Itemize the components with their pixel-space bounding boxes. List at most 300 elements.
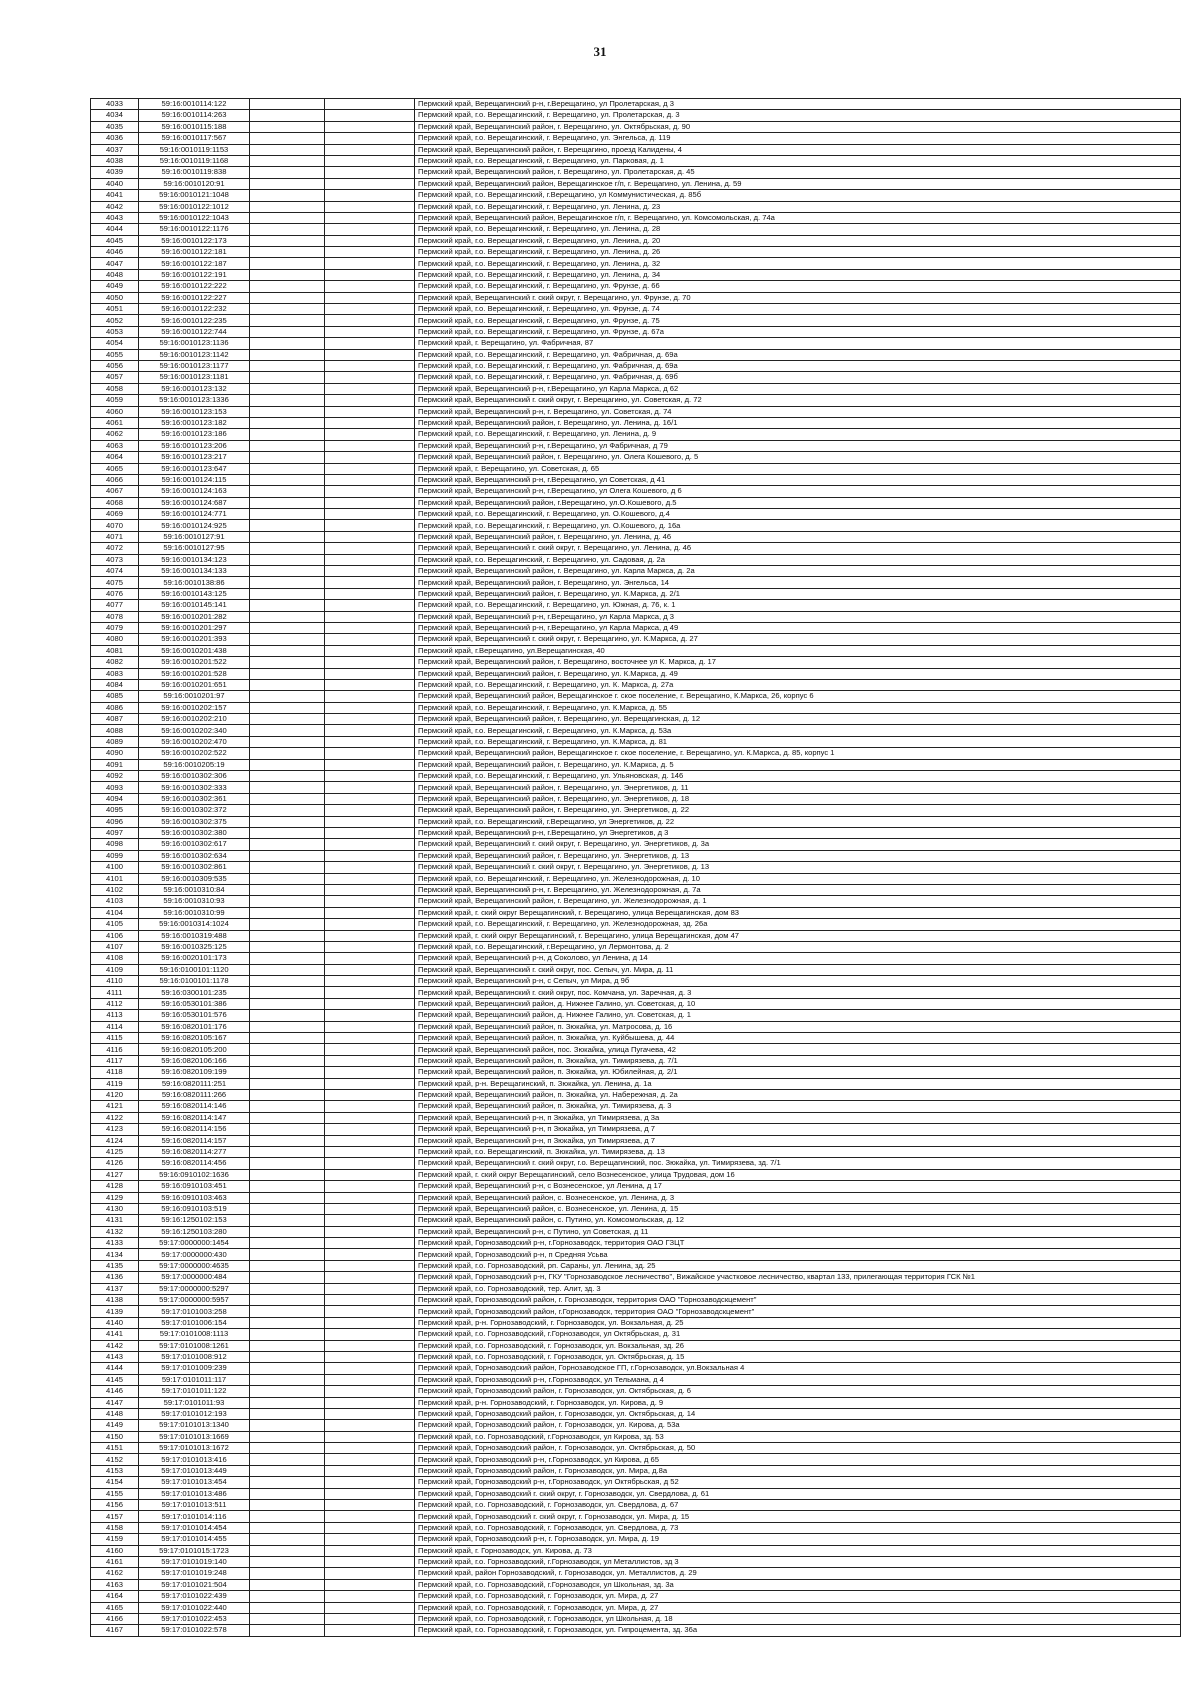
empty-cell	[250, 566, 325, 577]
row-number-cell: 4111	[91, 987, 139, 998]
table-row	[91, 1386, 1181, 1397]
address-cell: Пермский край, г.о. Верещагинский, г. Верещагино, ул. Фрунзе, д. 67а	[415, 326, 1181, 337]
table-row	[91, 1260, 1181, 1271]
empty-cell	[250, 1420, 325, 1431]
empty-cell	[250, 862, 325, 873]
row-number-cell: 4113	[91, 1010, 139, 1021]
empty-cell	[325, 224, 415, 235]
table-row	[91, 1010, 1181, 1021]
row-number-cell: 4079	[91, 622, 139, 633]
cadastral-number-cell: 59:16:0820111:251	[139, 1078, 250, 1089]
table-row	[91, 1329, 1181, 1340]
empty-cell	[250, 1454, 325, 1465]
address-cell: Пермский край, г.о. Верещагинский, г. Верещагино, ул. Ленина, д. 9	[415, 429, 1181, 440]
address-cell: Пермский край, Горнозаводский район, Горнозаводское ГП, г.Горнозаводск, ул.Вокзальная 4	[415, 1363, 1181, 1374]
cadastral-number-cell: 59:17:0101022:453	[139, 1613, 250, 1624]
cadastral-number-cell: 59:16:0010123:1136	[139, 338, 250, 349]
row-number-cell: 4088	[91, 725, 139, 736]
row-number-cell: 4140	[91, 1317, 139, 1328]
table-row	[91, 1215, 1181, 1226]
address-cell: Пермский край, г.о. Верещагинский, г.Верещагино, ул Энергетиков, д. 22	[415, 816, 1181, 827]
table-row	[91, 622, 1181, 633]
table-row	[91, 964, 1181, 975]
empty-cell	[325, 349, 415, 360]
table-row	[91, 1055, 1181, 1066]
empty-cell	[250, 1386, 325, 1397]
row-number-cell: 4083	[91, 668, 139, 679]
address-cell: Пермский край, Верещагинский район, г. Верещагино, ул. Карла Маркса, д. 2а	[415, 566, 1181, 577]
address-cell: Пермский край, г. ский округ Верещагинский, г. Верещагино, улица Верещагинская, дом 83	[415, 907, 1181, 918]
address-cell: Пермский край, район Горнозаводский, г. Горнозаводск, ул. Металлистов, д. 29	[415, 1568, 1181, 1579]
cadastral-number-cell: 59:16:0010302:372	[139, 805, 250, 816]
table-row	[91, 816, 1181, 827]
empty-cell	[325, 884, 415, 895]
empty-cell	[250, 247, 325, 258]
row-number-cell: 4063	[91, 440, 139, 451]
address-cell: Пермский край, Верещагинский р-н, г.Верещагино, ул Энергетиков, д 3	[415, 828, 1181, 839]
table-row	[91, 566, 1181, 577]
table-row	[91, 1067, 1181, 1078]
address-cell: Пермский край, г.о. Верещагинский, г. Верещагино, ул. Ленина, д. 34	[415, 269, 1181, 280]
cadastral-number-cell: 59:17:0101013:454	[139, 1477, 250, 1488]
empty-cell	[250, 1021, 325, 1032]
table-row	[91, 1203, 1181, 1214]
address-cell: Пермский край, г.о. Горнозаводский, г. Горнозаводск, ул. Мира, д. 27	[415, 1602, 1181, 1613]
row-number-cell: 4157	[91, 1511, 139, 1522]
empty-cell	[325, 452, 415, 463]
empty-cell	[325, 1044, 415, 1055]
empty-cell	[250, 1135, 325, 1146]
address-cell: Пермский край, г.о. Верещагинский, г. Верещагино, ул. Ленина, д. 28	[415, 224, 1181, 235]
table-row	[91, 1351, 1181, 1362]
table-row	[91, 577, 1181, 588]
table-row	[91, 292, 1181, 303]
empty-cell	[250, 964, 325, 975]
address-cell: Пермский край, Верещагинский р-н, п Зюкайка, ул Тимирязева, д 7	[415, 1124, 1181, 1135]
empty-cell	[250, 1625, 325, 1636]
empty-cell	[325, 429, 415, 440]
row-number-cell: 4150	[91, 1431, 139, 1442]
empty-cell	[250, 645, 325, 656]
table-row	[91, 1397, 1181, 1408]
cadastral-number-cell: 59:17:0101015:1723	[139, 1545, 250, 1556]
row-number-cell: 4054	[91, 338, 139, 349]
empty-cell	[250, 224, 325, 235]
cadastral-number-cell: 59:17:0101022:440	[139, 1602, 250, 1613]
address-cell: Пермский край, Верещагинский район, Верещагинское г/п, г. Верещагино, ул. Комсомольская, д. 74а	[415, 212, 1181, 223]
empty-cell	[325, 1408, 415, 1419]
row-number-cell: 4062	[91, 429, 139, 440]
cadastral-number-cell: 59:16:0910102:1636	[139, 1169, 250, 1180]
address-cell: Пермский край, Верещагинский район, д. Нижнее Галино, ул. Советская, д. 10	[415, 998, 1181, 1009]
empty-cell	[250, 372, 325, 383]
empty-cell	[250, 1295, 325, 1306]
row-number-cell: 4134	[91, 1249, 139, 1260]
table-row	[91, 304, 1181, 315]
table-row	[91, 1557, 1181, 1568]
address-cell: Пермский край, г.о. Горнозаводский, г. Горнозаводск, ул. Октябрьская, д. 15	[415, 1351, 1181, 1362]
row-number-cell: 4084	[91, 679, 139, 690]
table-row	[91, 736, 1181, 747]
table-row	[91, 1408, 1181, 1419]
empty-cell	[325, 1386, 415, 1397]
address-cell: Пермский край, Горнозаводский р-н, г.Горнозаводск, ул Октябрьская, д 52	[415, 1477, 1181, 1488]
empty-cell	[325, 144, 415, 155]
row-number-cell: 4075	[91, 577, 139, 588]
empty-cell	[325, 338, 415, 349]
cadastral-number-cell: 59:16:0010302:861	[139, 862, 250, 873]
address-cell: Пермский край, г.о. Горнозаводский, г.Горнозаводск, ул Октябрьская, д. 31	[415, 1329, 1181, 1340]
empty-cell	[250, 474, 325, 485]
row-number-cell: 4056	[91, 360, 139, 371]
cadastral-number-cell: 59:17:0101013:486	[139, 1488, 250, 1499]
table-row	[91, 1420, 1181, 1431]
cadastral-number-cell: 59:16:0910103:519	[139, 1203, 250, 1214]
empty-cell	[325, 463, 415, 474]
table-row	[91, 1374, 1181, 1385]
empty-cell	[325, 1557, 415, 1568]
address-cell: Пермский край, г.о. Верещагинский, г. Верещагино, ул. Парковая, д. 1	[415, 155, 1181, 166]
empty-cell	[325, 1363, 415, 1374]
empty-cell	[250, 702, 325, 713]
row-number-cell: 4121	[91, 1101, 139, 1112]
address-cell: Пермский край, г. Верещагино, ул. Советская, д. 65	[415, 463, 1181, 474]
row-number-cell: 4050	[91, 292, 139, 303]
empty-cell	[325, 976, 415, 987]
table-row	[91, 691, 1181, 702]
row-number-cell: 4053	[91, 326, 139, 337]
empty-cell	[250, 452, 325, 463]
table-row	[91, 178, 1181, 189]
empty-cell	[325, 634, 415, 645]
empty-cell	[250, 782, 325, 793]
empty-cell	[325, 360, 415, 371]
empty-cell	[250, 1089, 325, 1100]
address-cell: Пермский край, Горнозаводский р-н, г. Горнозаводск, ул. Мира, д. 19	[415, 1534, 1181, 1545]
cadastral-number-cell: 59:16:0300101:235	[139, 987, 250, 998]
address-cell: Пермский край, г.о. Верещагинский, г. Верещагино, ул. О.Кошевого, д. 16а	[415, 520, 1181, 531]
address-cell: Пермский край, Верещагинский район, Верещагинское г. ское поселение, г. Верещагино, К.Маркса, 26, корпус 6	[415, 691, 1181, 702]
row-number-cell: 4055	[91, 349, 139, 360]
cadastral-number-cell: 59:16:0010124:771	[139, 509, 250, 520]
empty-cell	[250, 793, 325, 804]
empty-cell	[250, 1374, 325, 1385]
table-row	[91, 1545, 1181, 1556]
cadastral-number-cell: 59:16:0010134:133	[139, 566, 250, 577]
table-row	[91, 1249, 1181, 1260]
empty-cell	[325, 1249, 415, 1260]
cadastral-number-cell: 59:17:0101008:912	[139, 1351, 250, 1362]
table-row	[91, 406, 1181, 417]
empty-cell	[250, 338, 325, 349]
empty-cell	[250, 1215, 325, 1226]
empty-cell	[250, 736, 325, 747]
address-cell: Пермский край, г.о. Горнозаводский, г.Горнозаводск, ул Кирова, зд. 53	[415, 1431, 1181, 1442]
cadastral-number-cell: 59:16:0010114:122	[139, 99, 250, 110]
table-row	[91, 212, 1181, 223]
cadastral-number-cell: 59:16:0010122:181	[139, 247, 250, 258]
row-number-cell: 4116	[91, 1044, 139, 1055]
row-number-cell: 4074	[91, 566, 139, 577]
address-cell: Пермский край, Горнозаводский р-н, ГКУ "Горнозаводское лесничество", Вижайское участковое лесничество, квартал 133, прилегающая территория ГСК №1	[415, 1272, 1181, 1283]
address-cell: Пермский край, Верещагинский район, д. Нижнее Галино, ул. Советская, д. 1	[415, 1010, 1181, 1021]
empty-cell	[250, 1306, 325, 1317]
table-row	[91, 611, 1181, 622]
table-row	[91, 884, 1181, 895]
empty-cell	[250, 884, 325, 895]
cadastral-number-cell: 59:16:1250103:280	[139, 1226, 250, 1237]
empty-cell	[250, 1431, 325, 1442]
address-cell: Пермский край, г.о. Верещагинский, п. Зюкайка, ул. Тимирязева, д. 13	[415, 1146, 1181, 1157]
empty-cell	[325, 1033, 415, 1044]
cadastral-number-cell: 59:17:0101013:1340	[139, 1420, 250, 1431]
table-row	[91, 1625, 1181, 1636]
cadastral-number-cell: 59:16:0820105:167	[139, 1033, 250, 1044]
cadastral-number-cell: 59:16:0010122:173	[139, 235, 250, 246]
row-number-cell: 4151	[91, 1443, 139, 1454]
empty-cell	[325, 1101, 415, 1112]
empty-cell	[250, 725, 325, 736]
cadastral-number-cell: 59:16:0010120:91	[139, 178, 250, 189]
empty-cell	[250, 190, 325, 201]
empty-cell	[250, 1329, 325, 1340]
row-number-cell: 4070	[91, 520, 139, 531]
address-cell: Пермский край, Верещагинский район, г. Верещагино, ул. Энергетиков, д. 11	[415, 782, 1181, 793]
empty-cell	[325, 1055, 415, 1066]
address-cell: Пермский край, Верещагинский р-н, с Сепыч, ул Мира, д 9б	[415, 976, 1181, 987]
empty-cell	[325, 691, 415, 702]
empty-cell	[250, 1124, 325, 1135]
cadastral-number-cell: 59:16:0010310:84	[139, 884, 250, 895]
address-cell: Пермский край, Верещагинский район, Верещагинское г. ское поселение, г. Верещагино, ул. К.Маркса, д. 85, корпус 1	[415, 748, 1181, 759]
table-row	[91, 588, 1181, 599]
empty-cell	[325, 326, 415, 337]
empty-cell	[250, 668, 325, 679]
table-row	[91, 1568, 1181, 1579]
address-cell: Пермский край, Горнозаводский район, г. Горнозаводск, ул. Кирова, д. 53а	[415, 1420, 1181, 1431]
cadastral-number-cell: 59:16:0010319:488	[139, 930, 250, 941]
row-number-cell: 4159	[91, 1534, 139, 1545]
address-cell: Пермский край, Горнозаводский район, г. Горнозаводск, ул. Октябрьская, д. 14	[415, 1408, 1181, 1419]
table-row	[91, 748, 1181, 759]
row-number-cell: 4103	[91, 896, 139, 907]
table-row	[91, 1283, 1181, 1294]
table-row	[91, 520, 1181, 531]
row-number-cell: 4163	[91, 1579, 139, 1590]
empty-cell	[250, 1203, 325, 1214]
row-number-cell: 4156	[91, 1500, 139, 1511]
cadastral-number-cell: 59:16:0820105:200	[139, 1044, 250, 1055]
address-cell: Пермский край, Верещагинский р-н, г. Верещагино, ул. Советская, д. 74	[415, 406, 1181, 417]
row-number-cell: 4076	[91, 588, 139, 599]
address-cell: Пермский край, Верещагинский р-н, г.Верещагино, ул Карла Маркса, д 62	[415, 383, 1181, 394]
empty-cell	[250, 828, 325, 839]
empty-cell	[325, 588, 415, 599]
empty-cell	[325, 896, 415, 907]
empty-cell	[250, 1249, 325, 1260]
address-cell: Пермский край, г.о. Горнозаводский, г. Горнозаводск, ул. Вокзальная, зд. 26	[415, 1340, 1181, 1351]
table-row	[91, 133, 1181, 144]
table-row	[91, 850, 1181, 861]
empty-cell	[250, 679, 325, 690]
empty-cell	[250, 509, 325, 520]
address-cell: Пермский край, Горнозаводский район, г. Горнозаводск, ул. Октябрьская, д. 50	[415, 1443, 1181, 1454]
table-row	[91, 907, 1181, 918]
empty-cell	[325, 679, 415, 690]
address-cell: Пермский край, Верещагинский район, г. Верещагино, ул. К.Маркса, д. 2/1	[415, 588, 1181, 599]
row-number-cell: 4061	[91, 417, 139, 428]
cadastral-number-cell: 59:17:0101019:248	[139, 1568, 250, 1579]
cadastral-number-cell: 59:16:0010202:522	[139, 748, 250, 759]
empty-cell	[250, 1067, 325, 1078]
empty-cell	[325, 1295, 415, 1306]
row-number-cell: 4034	[91, 110, 139, 121]
address-cell: Пермский край, г.о. Верещагинский, г.Верещагино, ул Коммунистическая, д. 85б	[415, 190, 1181, 201]
table-row	[91, 155, 1181, 166]
row-number-cell: 4107	[91, 941, 139, 952]
empty-cell	[325, 155, 415, 166]
empty-cell	[325, 1329, 415, 1340]
empty-cell	[250, 1488, 325, 1499]
row-number-cell: 4089	[91, 736, 139, 747]
empty-cell	[250, 486, 325, 497]
address-cell: Пермский край, Верещагинский г. ский округ, г. Верещагино, ул. Фрунзе, д. 70	[415, 292, 1181, 303]
address-cell: Пермский край, г.о. Горнозаводский, г. Горнозаводск, ул. Мира, д. 27	[415, 1591, 1181, 1602]
table-row	[91, 338, 1181, 349]
cadastral-number-cell: 59:17:0101006:154	[139, 1317, 250, 1328]
cadastral-number-cell: 59:16:0820114:156	[139, 1124, 250, 1135]
table-row	[91, 1534, 1181, 1545]
table-row	[91, 429, 1181, 440]
table-row	[91, 1454, 1181, 1465]
empty-cell	[325, 1511, 415, 1522]
empty-cell	[325, 1203, 415, 1214]
table-row	[91, 486, 1181, 497]
row-number-cell: 4033	[91, 99, 139, 110]
address-cell: Пермский край, Верещагинский район, п. Зюкайка, ул. Матросова, д. 16	[415, 1021, 1181, 1032]
empty-cell	[250, 201, 325, 212]
address-cell: Пермский край, Верещагинский г. ский округ, г. Верещагино, ул. К.Маркса, д. 27	[415, 634, 1181, 645]
empty-cell	[325, 668, 415, 679]
cadastral-number-cell: 59:16:0010123:647	[139, 463, 250, 474]
address-cell: Пермский край, г.о. Верещагинский, г. Верещагино, ул. Ленина, д. 32	[415, 258, 1181, 269]
empty-cell	[325, 1374, 415, 1385]
address-cell: Пермский край, Верещагинский район, г. Верещагино, ул. Олега Кошевого, д. 5	[415, 452, 1181, 463]
cadastral-number-cell: 59:16:0010119:1168	[139, 155, 250, 166]
row-number-cell: 4058	[91, 383, 139, 394]
cadastral-number-cell: 59:16:0010201:438	[139, 645, 250, 656]
empty-cell	[250, 315, 325, 326]
row-number-cell: 4146	[91, 1386, 139, 1397]
address-cell: Пермский край, г.о. Горнозаводский, тер. Алит, зд. 3	[415, 1283, 1181, 1294]
empty-cell	[325, 941, 415, 952]
empty-cell	[325, 964, 415, 975]
row-number-cell: 4165	[91, 1602, 139, 1613]
row-number-cell: 4101	[91, 873, 139, 884]
empty-cell	[325, 600, 415, 611]
table-row	[91, 919, 1181, 930]
empty-cell	[325, 1317, 415, 1328]
address-cell: Пермский край, г.о. Верещагинский, г. Верещагино, ул. К.Маркса, д. 55	[415, 702, 1181, 713]
empty-cell	[325, 235, 415, 246]
row-number-cell: 4093	[91, 782, 139, 793]
empty-cell	[325, 805, 415, 816]
row-number-cell: 4143	[91, 1351, 139, 1362]
empty-cell	[325, 190, 415, 201]
address-cell: Пермский край, Верещагинский р-н, г.Верещагино, ул Пролетарская, д 3	[415, 99, 1181, 110]
empty-cell	[325, 736, 415, 747]
table-row	[91, 269, 1181, 280]
empty-cell	[325, 1602, 415, 1613]
empty-cell	[250, 304, 325, 315]
address-cell: Пермский край, Верещагинский район, п. Зюкайка, ул. Набережная, д. 2а	[415, 1089, 1181, 1100]
empty-cell	[250, 622, 325, 633]
address-cell: Пермский край, г.о. Верещагинский, г. Верещагино, ул. К. Маркса, д. 27а	[415, 679, 1181, 690]
row-number-cell: 4066	[91, 474, 139, 485]
address-cell: Пермский край, Горнозаводский район, г. Горнозаводск, ул. Октябрьская, д. 6	[415, 1386, 1181, 1397]
cadastral-number-cell: 59:16:0820106:166	[139, 1055, 250, 1066]
row-number-cell: 4127	[91, 1169, 139, 1180]
address-cell: Пермский край, Верещагинский район, Верещагинское г/п, г. Верещагино, ул. Ленина, д. 59	[415, 178, 1181, 189]
table-row	[91, 1579, 1181, 1590]
row-number-cell: 4072	[91, 543, 139, 554]
empty-cell	[325, 714, 415, 725]
address-cell: Пермский край, г.о. Верещагинский, г. Верещагино, ул. Ленина, д. 23	[415, 201, 1181, 212]
empty-cell	[325, 566, 415, 577]
cadastral-number-cell: 59:16:0820101:176	[139, 1021, 250, 1032]
address-cell: Пермский край, Верещагинский район, г. Верещагино, ул. Октябрьская, д. 90	[415, 121, 1181, 132]
address-cell: Пермский край, г.о. Верещагинский, г. Верещагино, ул. К.Маркса, д. 53а	[415, 725, 1181, 736]
empty-cell	[250, 987, 325, 998]
empty-cell	[250, 281, 325, 292]
empty-cell	[325, 782, 415, 793]
address-cell: Пермский край, г.о. Верещагинский, г. Верещагино, ул. Ульяновская, д. 146	[415, 771, 1181, 782]
cadastral-number-cell: 59:16:0010115:188	[139, 121, 250, 132]
address-cell: Пермский край, Верещагинский район, п. Зюкайка, ул. Куйбышева, д. 44	[415, 1033, 1181, 1044]
cadastral-number-cell: 59:16:0820114:147	[139, 1112, 250, 1123]
address-cell: Пермский край, г.о. Горнозаводский, г. Горнозаводск, ул. Свердлова, д. 67	[415, 1500, 1181, 1511]
row-number-cell: 4125	[91, 1146, 139, 1157]
address-cell: Пермский край, Горнозаводский р-н, г.Горнозаводск, ул Кирова, д 65	[415, 1454, 1181, 1465]
table-row	[91, 372, 1181, 383]
table-row	[91, 554, 1181, 565]
empty-cell	[325, 828, 415, 839]
empty-cell	[325, 1500, 415, 1511]
cadastral-number-cell: 59:17:0101013:449	[139, 1465, 250, 1476]
address-cell: Пермский край, Верещагинский район, г. Верещагино, восточнее ул К. Маркса, д. 17	[415, 657, 1181, 668]
cadastral-number-cell: 59:17:0101013:416	[139, 1454, 250, 1465]
table-row	[91, 224, 1181, 235]
empty-cell	[325, 1010, 415, 1021]
address-cell: Пермский край, г.о. Верещагинский, г. Верещагино, ул. Фрунзе, д. 74	[415, 304, 1181, 315]
row-number-cell: 4122	[91, 1112, 139, 1123]
row-number-cell: 4087	[91, 714, 139, 725]
row-number-cell: 4120	[91, 1089, 139, 1100]
empty-cell	[250, 896, 325, 907]
empty-cell	[325, 543, 415, 554]
cadastral-number-cell: 59:17:0101013:511	[139, 1500, 250, 1511]
empty-cell	[250, 1534, 325, 1545]
address-cell: Пермский край, Верещагинский район, г.Верещагино, ул.О.Кошевого, д.5	[415, 497, 1181, 508]
cadastral-number-cell: 59:16:0010310:99	[139, 907, 250, 918]
empty-cell	[325, 748, 415, 759]
row-number-cell: 4166	[91, 1613, 139, 1624]
row-number-cell: 4106	[91, 930, 139, 941]
address-cell: Пермский край, г.о. Верещагинский, г. Верещагино, ул. Фабричная, д. 69а	[415, 360, 1181, 371]
empty-cell	[325, 702, 415, 713]
empty-cell	[250, 1397, 325, 1408]
address-cell: Пермский край, Верещагинский р-н, д Соколово, ул Ленина, д 14	[415, 953, 1181, 964]
